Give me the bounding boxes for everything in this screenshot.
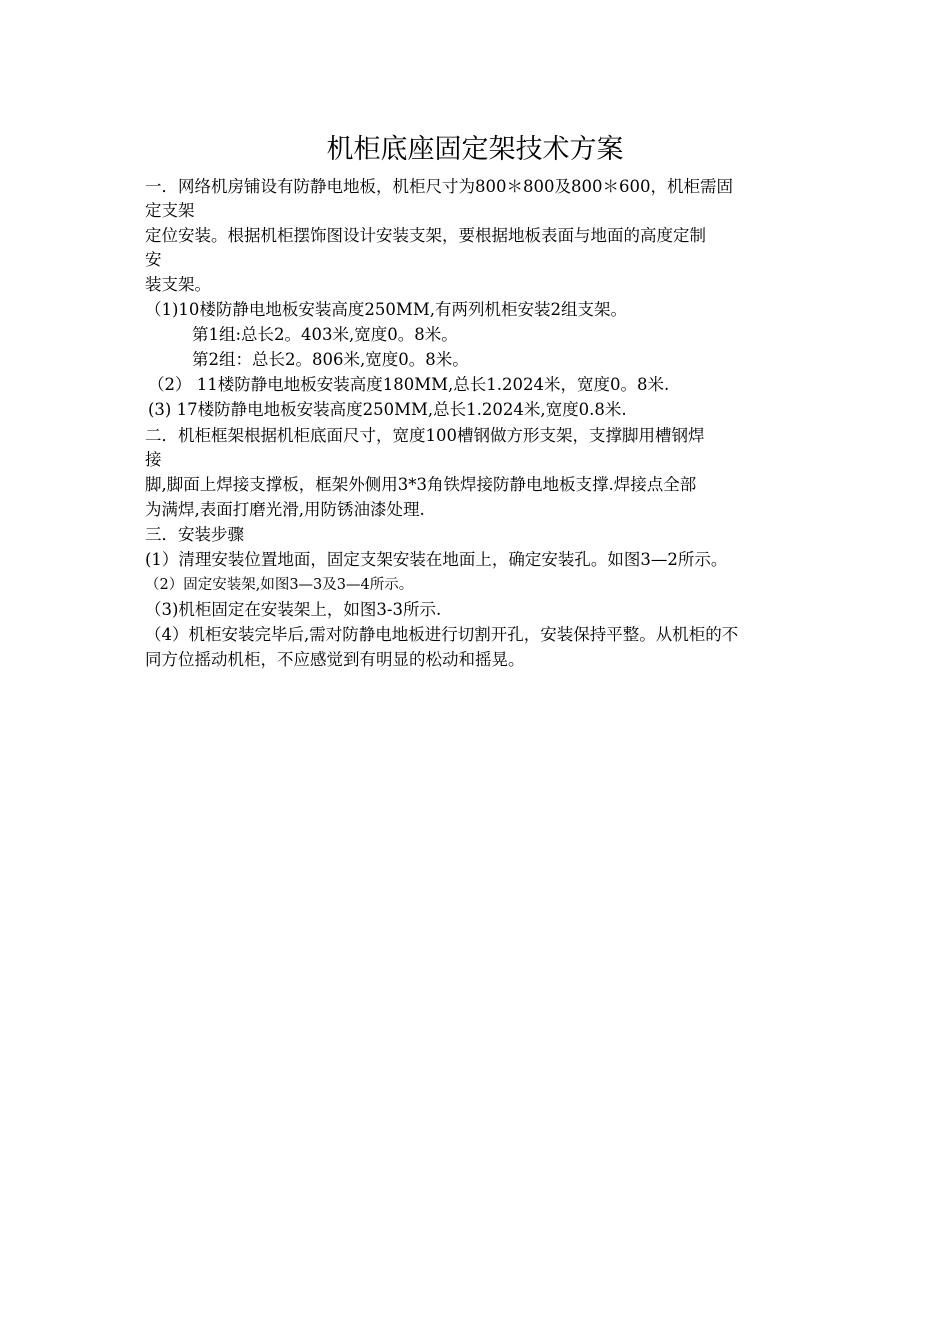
- paragraph-line: 第2组：总长2。806米,宽度0。8米。: [192, 350, 469, 369]
- paragraph-line: 为满焊,表面打磨光滑,用防锈油漆处理.: [145, 500, 425, 519]
- paragraph-line: 定位安装。根据机柜摆饰图设计安装支架，要根据地板表面与地面的高度定制: [145, 226, 706, 245]
- paragraph-line: 二．机柜框架根据机柜底面尺寸，宽度100槽钢做方形支架，支撑脚用槽钢焊: [145, 426, 705, 445]
- paragraph-line: （3)机柜固定在安装架上，如图3-3所示.: [145, 600, 442, 619]
- paragraph-line: 第1组:总长2。403米,宽度0。8米。: [192, 325, 458, 344]
- paragraph-line: 一．网络机房铺设有防静电地板，机柜尺寸为800＊800及800＊600，机柜需固: [145, 177, 733, 196]
- paragraph-line: (1）清理安装位置地面，固定支架安装在地面上，确定安装孔。如图3—2所示。: [145, 550, 728, 569]
- paragraph-line: 脚,脚面上焊接支撑板，框架外侧用3*3角铁焊接防静电地板支撑.焊接点全部: [145, 475, 697, 494]
- paragraph-line: 装支架。: [145, 275, 211, 294]
- section-heading: 三．安装步骤: [145, 525, 244, 544]
- paragraph-line: (3) 17楼防静电地板安装高度250MM,总长1.2024米,宽度0.8米.: [148, 400, 627, 419]
- paragraph-line: （2）固定安装架,如图3—3及3—4所示。: [145, 577, 414, 593]
- paragraph-line: 定支架: [145, 201, 195, 220]
- paragraph-line: 同方位摇动机柜，不应感觉到有明显的松动和摇晃。: [145, 650, 525, 669]
- paragraph-line: （1)10楼防静电地板安装高度250MM,有两列机柜安装2组支架。: [145, 300, 627, 319]
- document-title: 机柜底座固定架技术方案: [326, 134, 624, 165]
- paragraph-line: （4）机柜安装完毕后,需对防静电地板进行切割开孔，安装保持平整。从机柜的不: [145, 625, 739, 644]
- paragraph-line: 接: [145, 450, 162, 469]
- paragraph-line: 安: [145, 250, 162, 269]
- paragraph-line: （2） 11楼防静电地板安装高度180MM,总长1.2024米，宽度0。8米.: [148, 375, 670, 394]
